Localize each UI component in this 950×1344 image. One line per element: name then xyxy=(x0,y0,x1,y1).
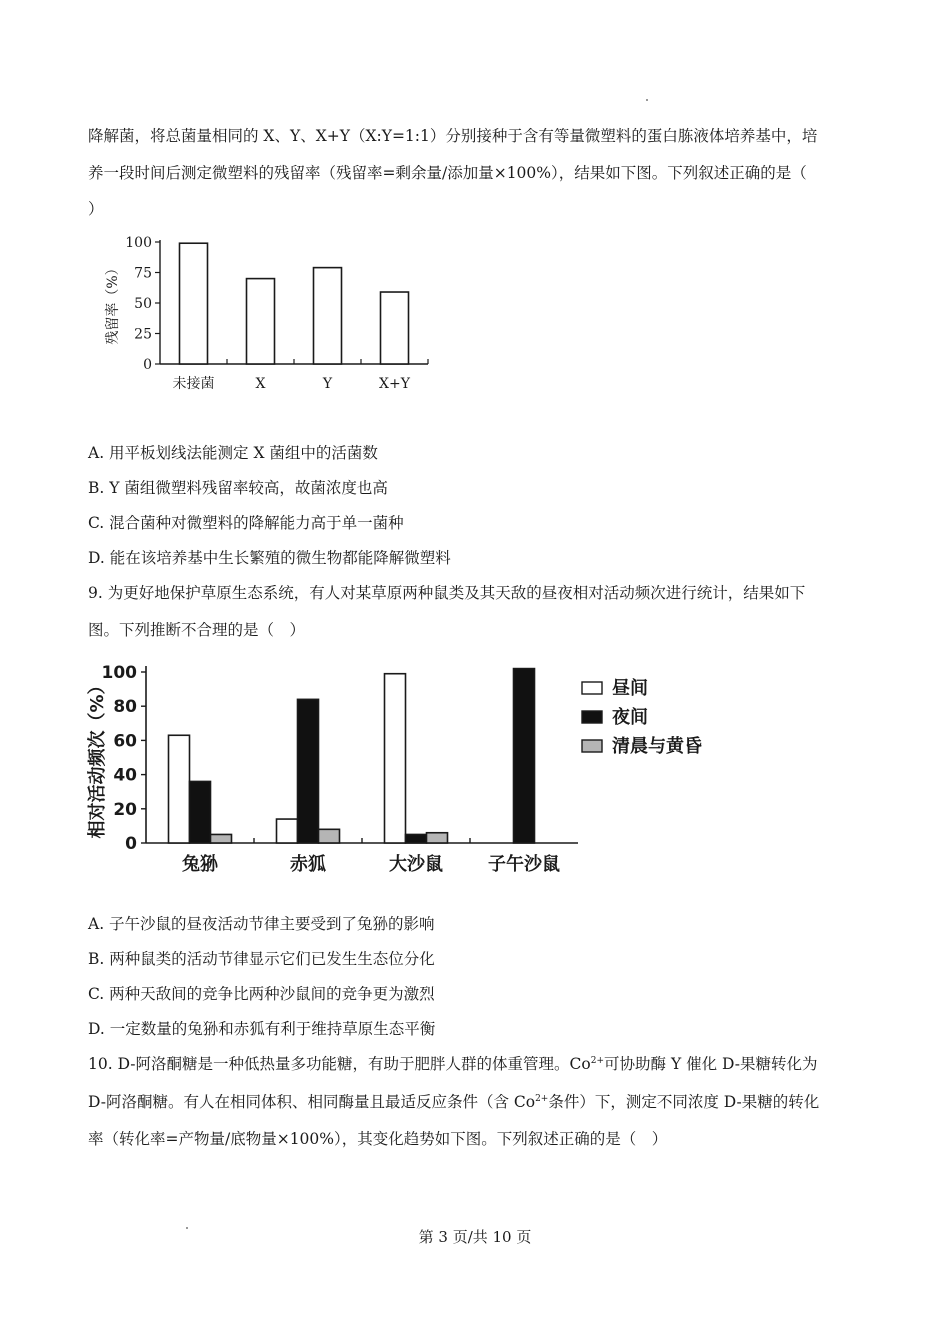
y-tick-label: 100 xyxy=(125,235,152,251)
y-tick-label: 50 xyxy=(134,296,152,312)
q8-option-a: A. 用平板划线法能测定 X 菌组中的活菌数 xyxy=(88,444,378,462)
y-tick-label: 60 xyxy=(113,731,137,752)
y-axis-label: 残留率（%） xyxy=(105,261,121,345)
y-tick-label: 80 xyxy=(113,697,137,718)
bar xyxy=(298,699,319,843)
q9-stem-line-2: 图。下列推断不合理的是（ ） xyxy=(88,621,306,639)
q8-stem-line-3: ） xyxy=(88,200,104,218)
x-tick-label: 子午沙鼠 xyxy=(488,854,560,875)
q8-option-b: B. Y 菌组微塑料残留率较高，故菌浓度也高 xyxy=(88,479,388,497)
legend-swatch xyxy=(582,682,602,694)
q10-stem-line-1 xyxy=(88,1052,817,1074)
scan-speck xyxy=(646,99,648,101)
bar xyxy=(247,279,275,364)
bar xyxy=(180,243,208,364)
legend-swatch xyxy=(582,740,602,752)
x-tick-label: 兔狲 xyxy=(182,854,218,875)
q9-option-c: C. 两种天敌间的竞争比两种沙鼠间的竞争更为激烈 xyxy=(88,985,435,1003)
bar xyxy=(385,674,406,843)
page-footer: 第 3 页/共 10 页 xyxy=(418,1228,532,1246)
q10-stem-line-2 xyxy=(88,1090,819,1112)
residual-rate-bar-chart xyxy=(90,226,450,406)
bar xyxy=(381,292,409,364)
q8-option-d: D. 能在该培养基中生长繁殖的微生物都能降解微塑料 xyxy=(88,549,451,567)
bar xyxy=(190,781,211,843)
q9-option-a: A. 子午沙鼠的昼夜活动节律主要受到了兔狲的影响 xyxy=(88,915,435,933)
y-tick-label: 40 xyxy=(113,765,137,786)
q10-stem-line-3: 率（转化率=产物量/底物量×100%），其变化趋势如下图。下列叙述正确的是（ ） xyxy=(88,1130,668,1148)
bar xyxy=(169,735,190,843)
q10-line2-sup: 2+ xyxy=(535,1093,549,1104)
legend-label: 昼间 xyxy=(612,678,648,699)
x-tick-label: Y xyxy=(322,376,333,392)
bar xyxy=(406,834,427,843)
bar xyxy=(514,669,535,843)
bar xyxy=(211,834,232,843)
y-tick-label: 100 xyxy=(101,663,137,683)
q10-line1-a: 10. D-阿洛酮糖是一种低热量多功能糖，有助于肥胖人群的体重管理。Co xyxy=(88,1055,591,1073)
legend-swatch xyxy=(582,711,602,723)
legend-label: 夜间 xyxy=(612,707,648,728)
y-tick-label: 0 xyxy=(125,834,137,854)
x-tick-label: X xyxy=(255,376,266,392)
bar xyxy=(314,268,342,364)
q8-stem-line-2: 养一段时间后测定微塑料的残留率（残留率=剩余量/添加量×100%），结果如下图。下列叙述正确的是（ xyxy=(88,164,807,182)
x-tick-label: X+Y xyxy=(379,376,410,392)
x-tick-label: 赤狐 xyxy=(290,854,326,875)
q10-line1-b: 可协助酶 Y 催化 D-果糖转化为 xyxy=(604,1055,818,1073)
y-axis-label: 相对活动频次（%） xyxy=(87,676,108,839)
q8-stem-line-1: 降解菌，将总菌量相同的 X、Y、X+Y（X:Y=1:1）分别接种于含有等量微塑料的蛋白胨液体培养基中，培 xyxy=(88,127,818,145)
y-tick-label: 75 xyxy=(134,265,152,282)
q10-line2-a: D-阿洛酮糖。有人在相同体积、相同酶量且最适反应条件（含 Co xyxy=(88,1093,536,1111)
bar xyxy=(427,833,448,843)
q10-line1-sup: 2+ xyxy=(590,1055,605,1066)
x-tick-label: 未接菌 xyxy=(172,376,215,392)
q8-option-c: C. 混合菌种对微塑料的降解能力高于单一菌种 xyxy=(88,514,404,532)
q10-line2-b: 条件）下，测定不同浓度 D-果糖的转化 xyxy=(548,1093,820,1111)
y-tick-label: 25 xyxy=(134,326,152,343)
bar xyxy=(319,829,340,843)
y-tick-label: 0 xyxy=(143,357,152,373)
bar xyxy=(277,819,298,843)
y-tick-label: 20 xyxy=(113,799,137,820)
x-tick-label: 大沙鼠 xyxy=(389,854,443,875)
activity-frequency-bar-chart xyxy=(82,652,722,888)
q9-stem-line-1: 9. 为更好地保护草原生态系统，有人对某草原两种鼠类及其天敌的昼夜相对活动频次进行统计，结果如下 xyxy=(88,584,806,602)
legend-label: 清晨与黄昏 xyxy=(612,736,702,757)
q9-option-d: D. 一定数量的兔狲和赤狐有利于维持草原生态平衡 xyxy=(88,1020,436,1038)
q9-option-b: B. 两种鼠类的活动节律显示它们已发生生态位分化 xyxy=(88,950,435,968)
